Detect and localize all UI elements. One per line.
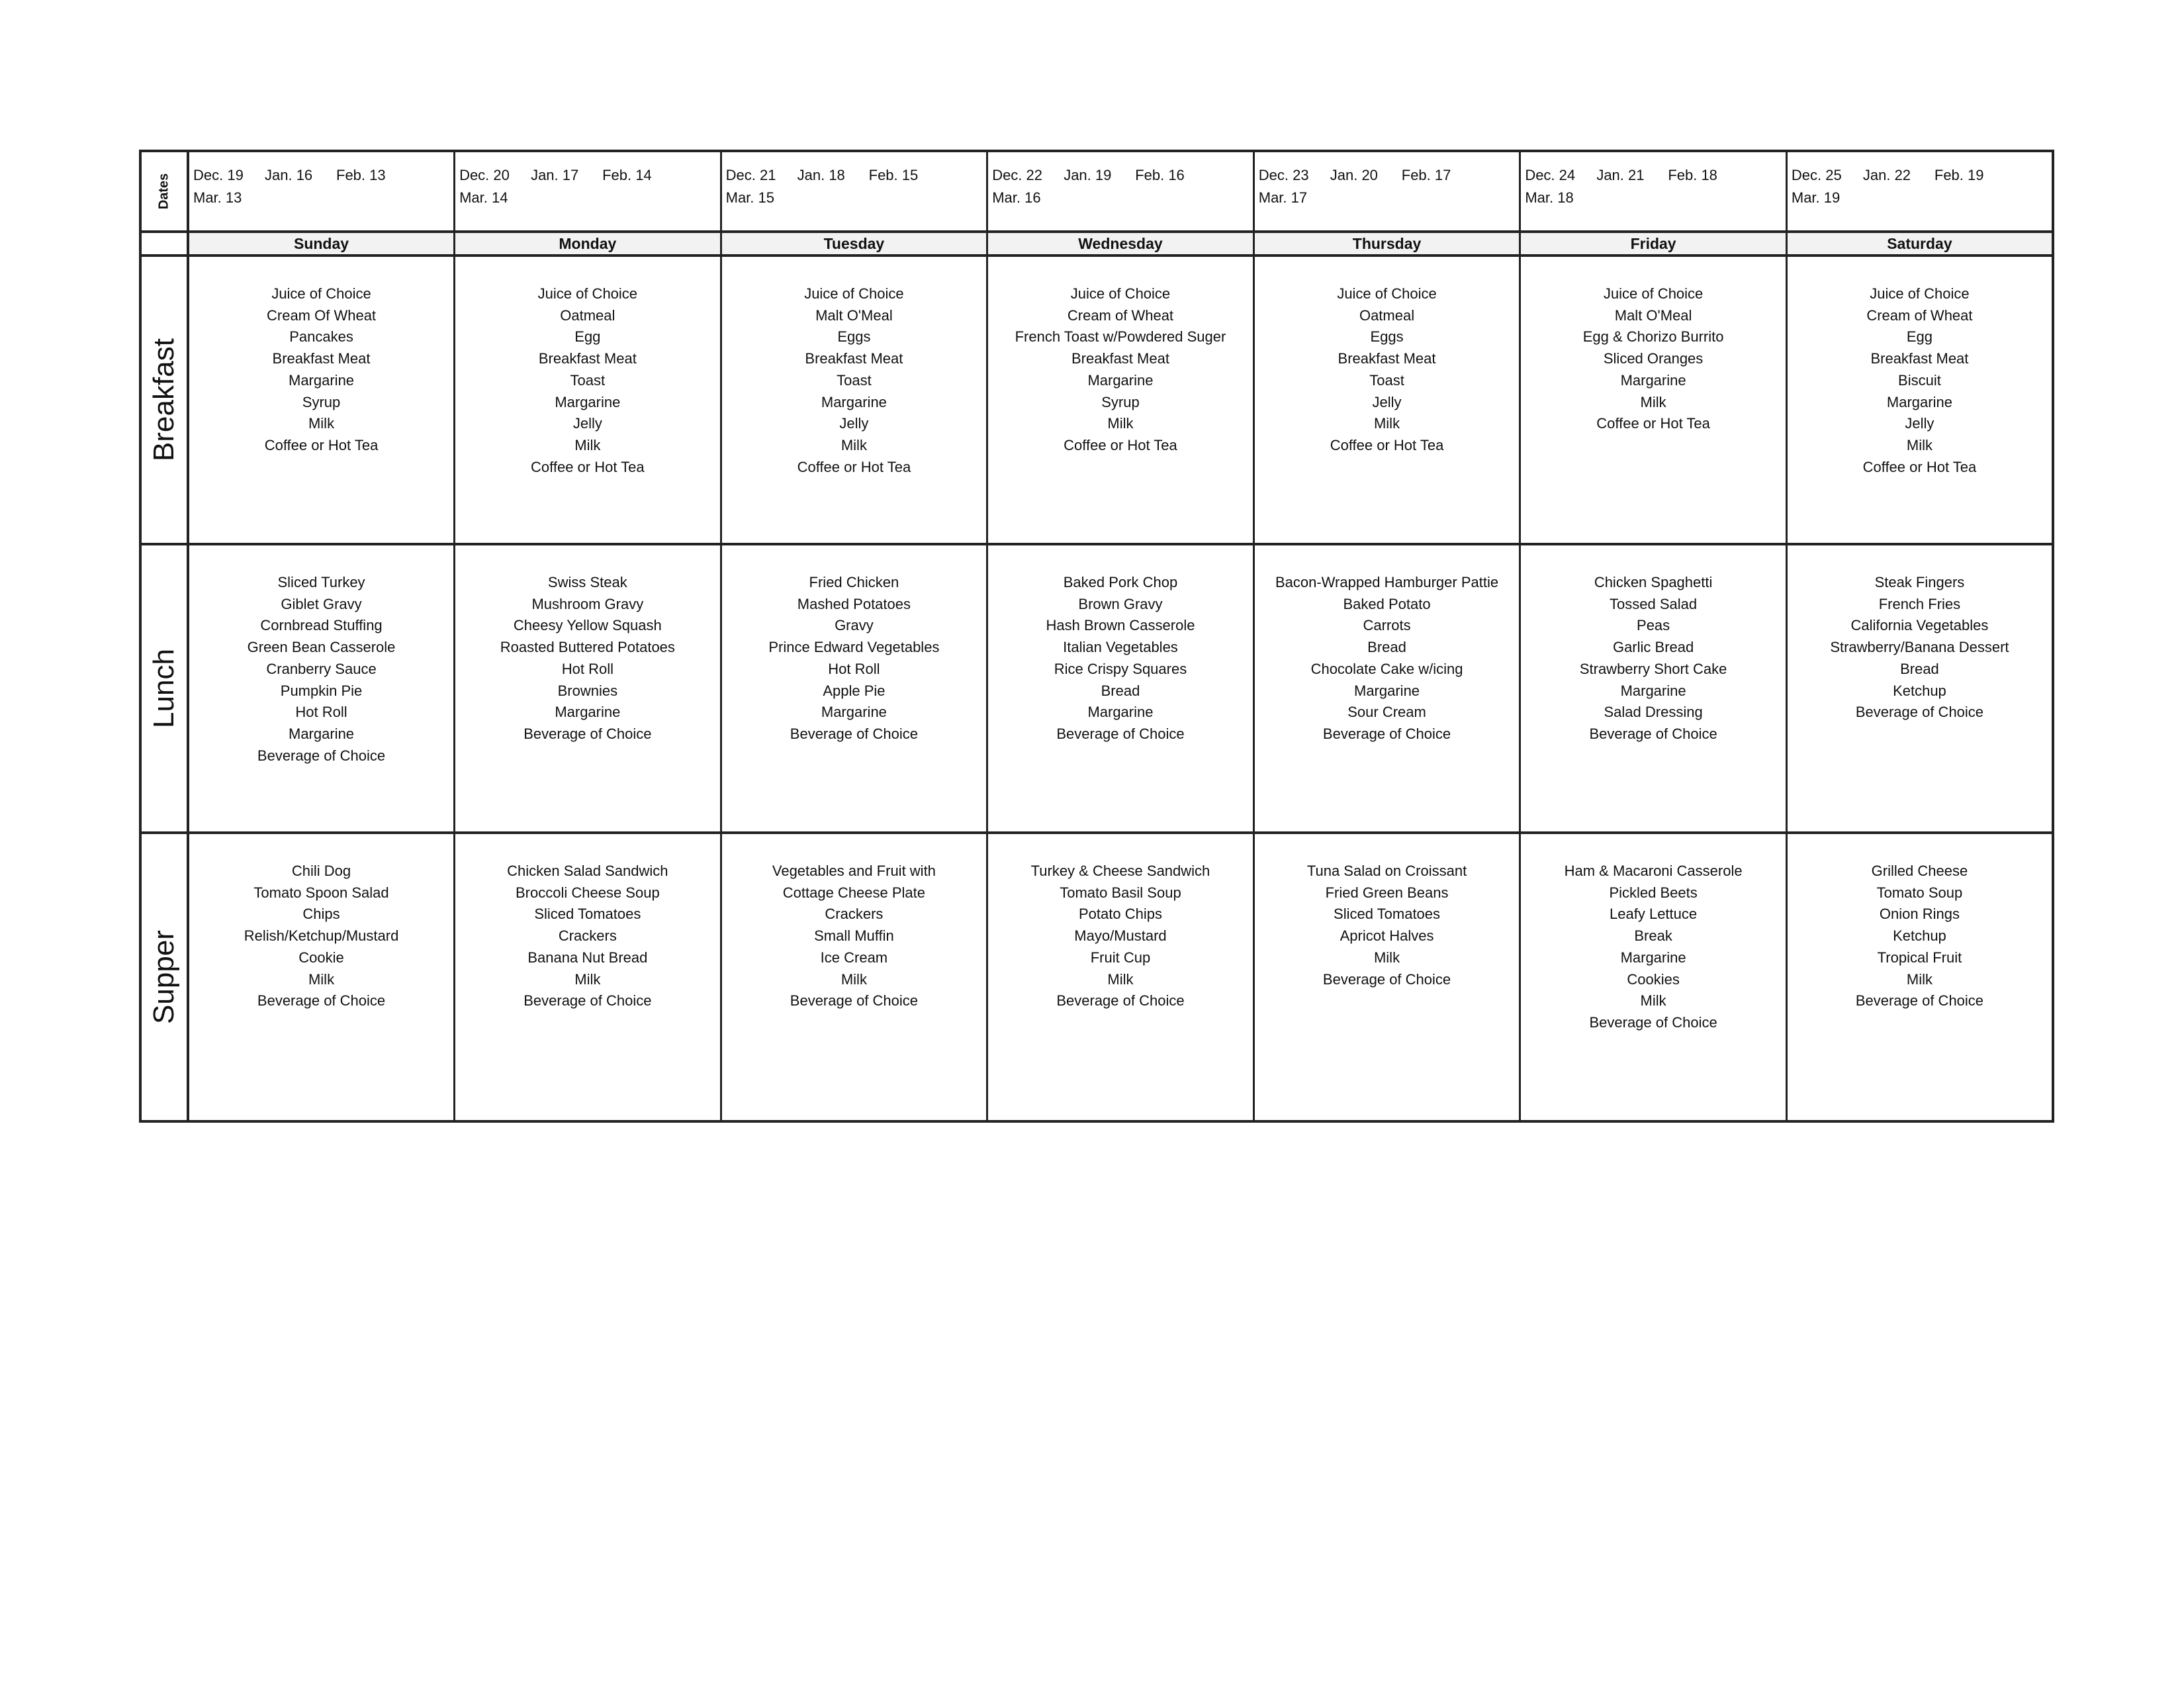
date-text: Feb. 13 bbox=[336, 167, 386, 183]
dates-label: Dates bbox=[156, 173, 171, 210]
date-text: Dec. 23 bbox=[1258, 167, 1309, 183]
menu-item: Cottage Cheese Plate bbox=[782, 884, 926, 901]
menu-item: Cookies bbox=[1627, 970, 1680, 988]
menu-item: Cream Of Wheat bbox=[267, 306, 377, 324]
menu-item: Juice of Choice bbox=[271, 285, 371, 302]
menu-item: Chili Dog bbox=[291, 863, 351, 879]
date-text: Feb. 17 bbox=[1401, 167, 1451, 183]
date-text: Feb. 16 bbox=[1135, 167, 1185, 183]
dates-row bbox=[140, 151, 2053, 232]
menu-item: Milk bbox=[1640, 393, 1666, 410]
breakfast-cell-friday bbox=[1520, 256, 1787, 544]
dates-line-2: Mar. 19 bbox=[1791, 189, 1841, 206]
date-text: Dec. 21 bbox=[725, 167, 776, 183]
date-text: Jan. 22 bbox=[1862, 167, 1911, 183]
menu-item: Milk bbox=[1373, 949, 1400, 966]
menu-item: Baked Potato bbox=[1343, 595, 1431, 612]
menu-item: Toast bbox=[570, 371, 606, 389]
date-text: Dec. 19 bbox=[193, 167, 244, 183]
breakfast-cell-wednesday bbox=[987, 256, 1254, 544]
menu-item: Bread bbox=[1900, 660, 1939, 677]
menu-item: Fried Green Beans bbox=[1325, 884, 1449, 901]
menu-item: Coffee or Hot Tea bbox=[1862, 458, 1977, 475]
menu-item: Hot Roll bbox=[295, 704, 347, 721]
menu-item: Margarine bbox=[1620, 371, 1686, 389]
menu-item: Breakfast Meat bbox=[1338, 350, 1436, 367]
day-name-thursday: Thursday bbox=[1253, 232, 1520, 256]
dates-line-2: Mar. 15 bbox=[725, 189, 774, 206]
menu-item: Malt O'Meal bbox=[815, 306, 893, 324]
menu-item: Break bbox=[1634, 927, 1672, 945]
menu-item: Cookie bbox=[298, 949, 344, 966]
supper-cell-wednesday bbox=[987, 833, 1254, 1121]
menu-item: Grilled Cheese bbox=[1871, 863, 1968, 879]
menu-item: Egg bbox=[574, 328, 601, 346]
supper-cell-friday bbox=[1520, 833, 1787, 1121]
breakfast-cell-tuesday bbox=[721, 256, 987, 544]
lunch-label: Lunch bbox=[148, 649, 180, 728]
menu-item: Milk bbox=[1107, 970, 1134, 988]
menu-item: Fruit Cup bbox=[1090, 949, 1151, 966]
dates-line-2: Mar. 13 bbox=[193, 189, 242, 206]
menu-item: Ketchup bbox=[1893, 927, 1946, 945]
menu-item: Pumpkin Pie bbox=[280, 682, 363, 699]
weekly-menu-table bbox=[139, 150, 2054, 1123]
lunch-cell-wednesday bbox=[987, 544, 1254, 833]
menu-item: Broccoli Cheese Soup bbox=[516, 884, 660, 901]
menu-item: Sliced Tomatoes bbox=[1334, 906, 1441, 923]
breakfast-row bbox=[140, 256, 2053, 544]
menu-item: Eggs bbox=[837, 328, 871, 346]
dates-line-1 bbox=[459, 164, 720, 187]
dates-cell-friday bbox=[1520, 151, 1787, 232]
menu-item: Biscuit bbox=[1898, 371, 1941, 389]
menu-item: Oatmeal bbox=[1359, 306, 1415, 324]
menu-item: Milk bbox=[841, 436, 867, 453]
supper-cell-monday bbox=[455, 833, 721, 1121]
menu-item: Relish/Ketchup/Mustard bbox=[244, 927, 399, 945]
supper-row bbox=[140, 833, 2053, 1121]
breakfast-cell-sunday bbox=[188, 256, 455, 544]
menu-item: Juice of Choice bbox=[1070, 285, 1171, 302]
menu-item: Milk bbox=[1640, 992, 1666, 1009]
menu-item: Bacon-Wrapped Hamburger Pattie bbox=[1275, 574, 1499, 590]
date-text: Jan. 20 bbox=[1330, 167, 1378, 183]
menu-item: Margarine bbox=[289, 371, 355, 389]
menu-item: Juice of Choice bbox=[537, 285, 638, 302]
lunch-label-cell bbox=[140, 544, 188, 833]
dates-line-2: Mar. 17 bbox=[1258, 189, 1308, 206]
day-name-wednesday: Wednesday bbox=[987, 232, 1254, 256]
menu-item: Cream of Wheat bbox=[1067, 306, 1174, 324]
menu-item: French Fries bbox=[1878, 595, 1961, 612]
menu-item: Beverage of Choice bbox=[1589, 725, 1717, 742]
menu-item: Chocolate Cake w/icing bbox=[1310, 660, 1463, 677]
menu-item: Margarine bbox=[1886, 393, 1952, 410]
menu-item: Italian Vegetables bbox=[1063, 639, 1178, 656]
menu-item: Beverage of Choice bbox=[790, 725, 919, 742]
menu-item: Carrots bbox=[1363, 617, 1411, 634]
menu-item: Coffee or Hot Tea bbox=[1330, 436, 1444, 453]
menu-item: Ketchup bbox=[1893, 682, 1946, 699]
menu-item: Beverage of Choice bbox=[257, 992, 386, 1009]
dates-label-cell bbox=[140, 151, 188, 232]
dates-line-1 bbox=[1259, 164, 1520, 187]
menu-item: Coffee or Hot Tea bbox=[264, 436, 379, 453]
menu-item: Beverage of Choice bbox=[1322, 970, 1451, 988]
menu-item: Coffee or Hot Tea bbox=[1064, 436, 1177, 453]
menu-item: Jelly bbox=[572, 415, 602, 432]
menu-item: Milk bbox=[1107, 415, 1134, 432]
menu-item: Pickled Beets bbox=[1609, 884, 1698, 901]
dates-cell-wednesday bbox=[987, 151, 1254, 232]
menu-item: Milk bbox=[1373, 415, 1400, 432]
menu-item: Tomato Basil Soup bbox=[1060, 884, 1181, 901]
supper-label: Supper bbox=[148, 930, 180, 1024]
supper-cell-thursday bbox=[1253, 833, 1520, 1121]
menu-item: Salad Dressing bbox=[1604, 704, 1703, 721]
menu-item: Milk bbox=[308, 970, 335, 988]
menu-item: Swiss Steak bbox=[547, 574, 627, 590]
breakfast-cell-thursday bbox=[1253, 256, 1520, 544]
menu-item: Beverage of Choice bbox=[790, 992, 919, 1009]
menu-item: Eggs bbox=[1370, 328, 1404, 346]
dates-line-1 bbox=[193, 164, 453, 187]
dates-cell-sunday bbox=[188, 151, 455, 232]
menu-item: Margarine bbox=[555, 393, 621, 410]
menu-item: Beverage of Choice bbox=[523, 992, 652, 1009]
menu-item: Tuna Salad on Croissant bbox=[1306, 863, 1467, 879]
menu-item: Small Muffin bbox=[814, 927, 894, 945]
date-text: Jan. 19 bbox=[1064, 167, 1112, 183]
menu-item: Breakfast Meat bbox=[1870, 350, 1969, 367]
menu-item: Margarine bbox=[1620, 949, 1686, 966]
date-text: Dec. 25 bbox=[1791, 167, 1842, 183]
menu-item: Oatmeal bbox=[560, 306, 615, 324]
menu-item: Crackers bbox=[558, 927, 617, 945]
menu-item: Potato Chips bbox=[1078, 906, 1162, 923]
menu-item: Beverage of Choice bbox=[1056, 992, 1185, 1009]
day-name-sunday: Sunday bbox=[188, 232, 455, 256]
menu-item: Malt O'Meal bbox=[1614, 306, 1692, 324]
menu-item: Beverage of Choice bbox=[1589, 1013, 1717, 1031]
menu-item: Tomato Soup bbox=[1876, 884, 1963, 901]
menu-item: Beverage of Choice bbox=[1056, 725, 1185, 742]
menu-item: Beverage of Choice bbox=[523, 725, 652, 742]
menu-item: Steak Fingers bbox=[1874, 574, 1965, 590]
menu-item: Garlic Bread bbox=[1612, 639, 1694, 656]
date-text: Jan. 17 bbox=[531, 167, 579, 183]
menu-item: French Toast w/Powdered Suger bbox=[1015, 328, 1226, 346]
menu-item: Fried Chicken bbox=[809, 574, 899, 590]
menu-item: Onion Rings bbox=[1879, 906, 1960, 923]
menu-item: Prince Edward Vegetables bbox=[768, 639, 940, 656]
lunch-cell-saturday bbox=[1786, 544, 2053, 833]
day-name-monday: Monday bbox=[455, 232, 721, 256]
dates-line-1 bbox=[992, 164, 1253, 187]
date-text: Feb. 14 bbox=[602, 167, 652, 183]
menu-item: Chicken Salad Sandwich bbox=[507, 863, 668, 879]
menu-item: Leafy Lettuce bbox=[1610, 906, 1698, 923]
date-text: Dec. 22 bbox=[992, 167, 1043, 183]
menu-item: Milk bbox=[1906, 436, 1933, 453]
menu-item: Syrup bbox=[1101, 393, 1140, 410]
menu-item: Ham & Macaroni Casserole bbox=[1564, 863, 1743, 879]
menu-item: Mushroom Gravy bbox=[531, 595, 644, 612]
menu-item: Juice of Choice bbox=[1603, 285, 1704, 302]
menu-item: Margarine bbox=[821, 704, 887, 721]
menu-item: Jelly bbox=[839, 415, 869, 432]
menu-item: Coffee or Hot Tea bbox=[531, 458, 645, 475]
menu-item: Strawberry Short Cake bbox=[1579, 660, 1727, 677]
day-name-saturday: Saturday bbox=[1786, 232, 2053, 256]
day-name-tuesday: Tuesday bbox=[721, 232, 987, 256]
menu-item: Rice Crispy Squares bbox=[1054, 660, 1187, 677]
menu-item: Gravy bbox=[835, 617, 874, 634]
supper-cell-saturday bbox=[1786, 833, 2053, 1121]
dates-line-1 bbox=[1792, 164, 2052, 187]
menu-item: Mayo/Mustard bbox=[1074, 927, 1167, 945]
menu-item: Cheesy Yellow Squash bbox=[513, 617, 662, 634]
dates-line-2: Mar. 14 bbox=[459, 189, 508, 206]
breakfast-label: Breakfast bbox=[148, 338, 180, 461]
menu-item: Breakfast Meat bbox=[805, 350, 903, 367]
menu-item: Breakfast Meat bbox=[538, 350, 637, 367]
date-text: Dec. 24 bbox=[1525, 167, 1576, 183]
supper-label-cell bbox=[140, 833, 188, 1121]
menu-item: Margarine bbox=[1087, 704, 1154, 721]
menu-item: Crackers bbox=[825, 906, 884, 923]
menu-item: Chicken Spaghetti bbox=[1594, 574, 1713, 590]
dates-cell-tuesday bbox=[721, 151, 987, 232]
lunch-row bbox=[140, 544, 2053, 833]
menu-item: Coffee or Hot Tea bbox=[797, 458, 911, 475]
menu-item: Milk bbox=[1906, 970, 1933, 988]
menu-item: Sliced Oranges bbox=[1603, 350, 1704, 367]
menu-item: Milk bbox=[574, 970, 601, 988]
menu-item: Coffee or Hot Tea bbox=[1596, 415, 1710, 432]
menu-item: Ice Cream bbox=[820, 949, 888, 966]
menu-item: Bread bbox=[1367, 639, 1406, 656]
dates-cell-saturday bbox=[1786, 151, 2053, 232]
menu-item: Strawberry/Banana Dessert bbox=[1830, 639, 2009, 656]
supper-cell-sunday bbox=[188, 833, 455, 1121]
menu-item: Egg & Chorizo Burrito bbox=[1582, 328, 1724, 346]
menu-item: Brownies bbox=[557, 682, 618, 699]
menu-item: Peas bbox=[1637, 617, 1670, 634]
menu-item: Apple Pie bbox=[823, 682, 886, 699]
menu-item: Hash Brown Casserole bbox=[1046, 617, 1195, 634]
menu-item: Jelly bbox=[1905, 415, 1934, 432]
menu-item: Sliced Turkey bbox=[277, 574, 365, 590]
menu-item: Margarine bbox=[555, 704, 621, 721]
menu-item: Beverage of Choice bbox=[1855, 704, 1984, 721]
menu-item: Juice of Choice bbox=[1337, 285, 1437, 302]
menu-item: Hot Roll bbox=[828, 660, 880, 677]
menu-item: Milk bbox=[308, 415, 335, 432]
menu-item: Cranberry Sauce bbox=[266, 660, 377, 677]
menu-item: Breakfast Meat bbox=[272, 350, 371, 367]
menu-item: Beverage of Choice bbox=[257, 747, 386, 764]
menu-item: Beverage of Choice bbox=[1855, 992, 1984, 1009]
date-text: Jan. 16 bbox=[265, 167, 313, 183]
menu-item: Toast bbox=[837, 371, 872, 389]
menu-item: Chips bbox=[302, 906, 340, 923]
date-text: Feb. 19 bbox=[1934, 167, 1984, 183]
menu-item: Margarine bbox=[1354, 682, 1420, 699]
menu-item: Vegetables and Fruit with bbox=[772, 863, 936, 879]
lunch-cell-friday bbox=[1520, 544, 1787, 833]
menu-item: Brown Gravy bbox=[1078, 595, 1163, 612]
menu-item: Green Bean Casserole bbox=[247, 639, 396, 656]
menu-item: Cornbread Stuffing bbox=[260, 617, 383, 634]
dates-line-2: Mar. 18 bbox=[1525, 189, 1574, 206]
menu-item: Milk bbox=[574, 436, 601, 453]
menu-item: Turkey & Cheese Sandwich bbox=[1030, 863, 1210, 879]
date-text: Jan. 18 bbox=[797, 167, 845, 183]
day-name-spacer bbox=[140, 232, 188, 256]
menu-item: Tropical Fruit bbox=[1877, 949, 1962, 966]
menu-item: Mashed Potatoes bbox=[797, 595, 911, 612]
menu-item: Beverage of Choice bbox=[1322, 725, 1451, 742]
menu-item: Milk bbox=[841, 970, 867, 988]
menu-item: Apricot Halves bbox=[1340, 927, 1434, 945]
dates-cell-thursday bbox=[1253, 151, 1520, 232]
menu-item: Sour Cream bbox=[1347, 704, 1426, 721]
date-text: Feb. 18 bbox=[1668, 167, 1717, 183]
menu-item: Hot Roll bbox=[561, 660, 614, 677]
menu-item: Bread bbox=[1101, 682, 1140, 699]
menu-item: Banana Nut Bread bbox=[527, 949, 648, 966]
menu-item: Toast bbox=[1369, 371, 1404, 389]
menu-item: California Vegetables bbox=[1850, 617, 1989, 634]
menu-item: Margarine bbox=[821, 393, 887, 410]
lunch-cell-sunday bbox=[188, 544, 455, 833]
menu-item: Margarine bbox=[1620, 682, 1686, 699]
menu-item: Baked Pork Chop bbox=[1063, 574, 1178, 590]
menu-item: Breakfast Meat bbox=[1071, 350, 1169, 367]
menu-item: Syrup bbox=[302, 393, 341, 410]
menu-item: Margarine bbox=[289, 725, 355, 742]
menu-item: Cream of Wheat bbox=[1866, 306, 1973, 324]
menu-item: Sliced Tomatoes bbox=[534, 906, 641, 923]
breakfast-cell-monday bbox=[455, 256, 721, 544]
lunch-cell-tuesday bbox=[721, 544, 987, 833]
date-text: Dec. 20 bbox=[459, 167, 510, 183]
menu-item: Tomato Spoon Salad bbox=[253, 884, 389, 901]
dates-line-1 bbox=[1525, 164, 1786, 187]
date-text: Feb. 15 bbox=[868, 167, 919, 183]
menu-item: Pancakes bbox=[289, 328, 353, 346]
day-name-friday: Friday bbox=[1520, 232, 1787, 256]
menu-item: Tossed Salad bbox=[1610, 595, 1698, 612]
day-name-row bbox=[140, 232, 2053, 256]
lunch-cell-thursday bbox=[1253, 544, 1520, 833]
menu-item: Juice of Choice bbox=[804, 285, 904, 302]
menu-item: Roasted Buttered Potatoes bbox=[500, 639, 675, 656]
menu-item: Jelly bbox=[1372, 393, 1402, 410]
menu-item: Juice of Choice bbox=[1870, 285, 1970, 302]
breakfast-label-cell bbox=[140, 256, 188, 544]
supper-cell-tuesday bbox=[721, 833, 987, 1121]
dates-line-2: Mar. 16 bbox=[992, 189, 1041, 206]
dates-line-1 bbox=[726, 164, 987, 187]
dates-cell-monday bbox=[455, 151, 721, 232]
menu-item: Giblet Gravy bbox=[281, 595, 362, 612]
date-text: Jan. 21 bbox=[1596, 167, 1645, 183]
menu-item: Egg bbox=[1906, 328, 1933, 346]
lunch-cell-monday bbox=[455, 544, 721, 833]
menu-item: Margarine bbox=[1087, 371, 1154, 389]
breakfast-cell-saturday bbox=[1786, 256, 2053, 544]
